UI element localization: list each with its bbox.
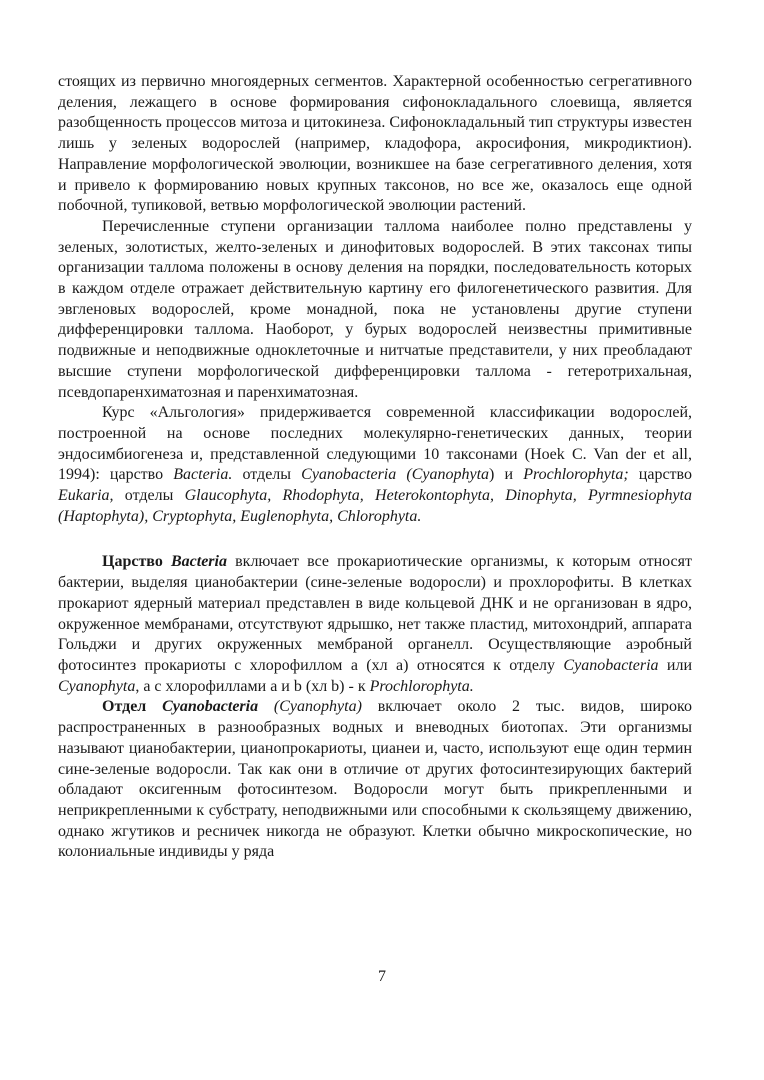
taxon-name: Cyanophyta: [58, 677, 136, 695]
text-run: царство: [628, 466, 692, 484]
text-run: включает около 2 тыс. видов, широко распространенных в разнообразных водных и вневодных биотопах. Эти организмы называют цианобактерии, цианопрокариоты, цианеи и, часто, используют еще один термин сине-зеленые водоросли. Так как они в отличие от других фотосинтезирующих бактерий обладают оксигенным фотосинтезом. Водоросли могут быть прикрепленными и неприкрепленными к субстрату, неподвижными или способными к скользящему движению, однако жгутиков и ресничек никогда не образуют. Клетки обычно микроскопические, но колониальные индивиды у ряда: [58, 698, 692, 861]
paragraph-p4: [58, 552, 692, 697]
taxon-name: Bacteria.: [173, 466, 233, 484]
text-run: отделы: [113, 487, 185, 505]
taxon-name: (Cyanophyta): [273, 698, 362, 716]
text-run: , a с хлорофиллами a и b (хл b) - к: [135, 677, 370, 695]
emphasis-text: Отдел: [102, 698, 163, 716]
text-run: включает все прокариотические организмы, к которым относят бактерии, выделяя цианобактерии (сине-зеленые водоросли) и прохлорофиты. В клетках прокариот ядерный материал представлен в виде кольцевой ДНК и не организован в ядро, окруженное мембранами, отсутствуют ядрышко, нет также пластид, митохондрий, аппарата Гольджи и других окруженных мембраной органелл. Осуществляющие аэробный фотосинтез прокариоты с хлорофиллом a (хл a) относятся к отделу: [58, 553, 693, 674]
page-body-text: [58, 72, 692, 863]
taxon-name: Cyanobacteria: [563, 656, 659, 674]
taxon-name: Prochlorophyta;: [523, 466, 629, 484]
paragraph-p2: [58, 217, 692, 403]
text-run: Курс «Альгология» придерживается современной классификации водорослей, построенной на основе последних молекулярно-генетических данных, теории эндосимбиогенеза и, представленной следующими 10 таксонами (Hoek C. Van der et all, 1994): царство: [58, 404, 692, 484]
taxon-name: Cyanobacteria: [162, 698, 259, 716]
text-run: отделы: [232, 466, 302, 484]
text-run: Перечисленные ступени организации таллома наиболее полно представлены у зеленых, золотистых, желто-зеленых и динофитовых водорослей. В этих таксонах типы организации таллома положены в основу деления на порядки, последовательность которых в каждом отделе отражает действительную картину его филогенетического развития. Для эвгленовых водорослей, кроме монадной, пока не установлены другие ступени дифференцировки таллома. Наоборот, у бурых водорослей неизвестны примитивные подвижные и неподвижные одноклеточные и нитчатые представители, у них преобладают высшие ступени морфологической дифференцировки таллома - гетеротрихальная, псевдопаренхиматозная и паренхиматозная.: [58, 217, 692, 401]
text-run: ) и: [489, 466, 524, 484]
text-run: [258, 698, 274, 715]
text-run: или: [658, 656, 693, 674]
page-number: 7: [378, 968, 386, 985]
paragraph-p3: [58, 403, 692, 527]
taxon-name: Cyanobacteria (Cyanophyta: [301, 466, 490, 484]
taxon-name: Prochlorophyta.: [369, 677, 474, 695]
taxon-name: Bacteria: [170, 553, 227, 571]
taxon-name: Glaucophyta, Rhodophyta, Heterokontophyta, Dinophyta, Pyrmnesiophyta (Haptophyta), Cryptophyta, Euglenophyta, Chlorophyta.: [58, 487, 693, 525]
paragraph-p5: [58, 697, 692, 863]
text-run: стоящих из первично многоядерных сегментов. Характерной особенностью сегрегативного деления, лежащего в основе формирования сифонокладального слоевища, является разобщенность процессов митоза и цитокинеза. Сифонокладальный тип структуры известен лишь у зеленых водорослей (например, кладофора, акросифония, микродиктион). Направление морфологической эволюции, возникшее на базе сегрегативного деления, хотя и привело к формированию новых крупных таксонов, но все же, оказалось еще одной побочной, тупиковой, ветвью морфологической эволюции растений.: [58, 73, 692, 215]
emphasis-text: Царство: [102, 553, 171, 571]
taxon-name: Eukaria,: [58, 487, 114, 505]
paragraph-p1: [58, 72, 692, 217]
